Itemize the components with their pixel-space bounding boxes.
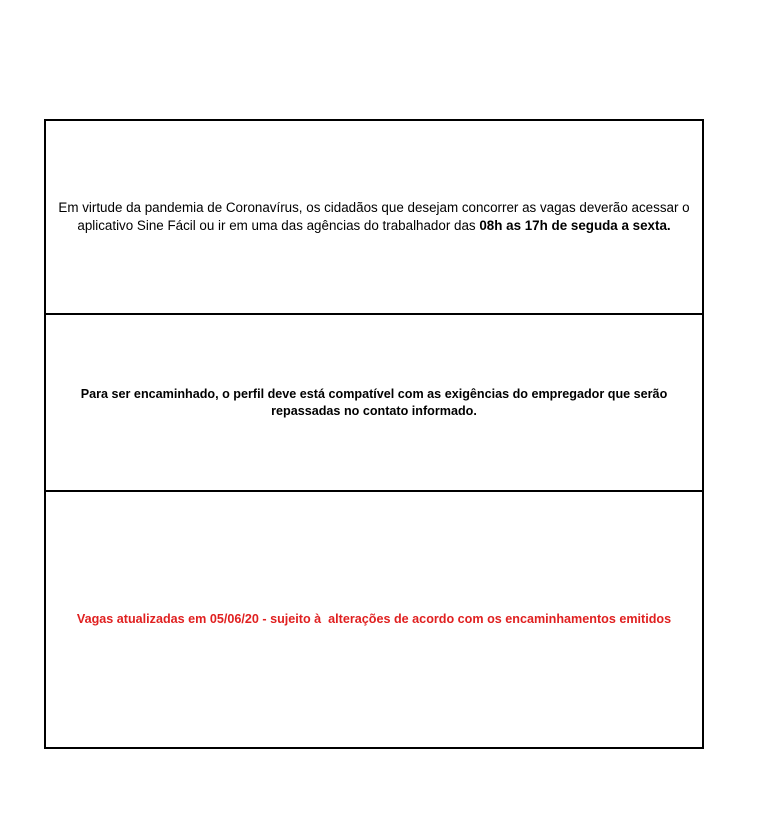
update-notice-cell (46, 490, 702, 747)
profile-requirement-text: Para ser encaminhado, o perfil deve está compatível com as exigências do empregador que serão repassadas no contato informado. (80, 386, 668, 418)
pandemic-notice-cell (46, 121, 702, 313)
profile-requirement-cell (46, 313, 702, 490)
pandemic-notice-text: Em virtude da pandemia de Coronavírus, os cidadãos que desejam concorrer as vagas deverão acessar o aplicativo Sine Fácil ou ir em uma das agências do trabalhador das (58, 200, 690, 233)
notice-table (44, 119, 704, 749)
pandemic-notice-hours: 08h as 17h de seguda a sexta. (479, 218, 671, 233)
update-notice-text: Vagas atualizadas em 05/06/20 - sujeito à alterações de acordo com os encaminhamentos emitidos (76, 612, 672, 626)
pandemic-notice (48, 199, 700, 235)
